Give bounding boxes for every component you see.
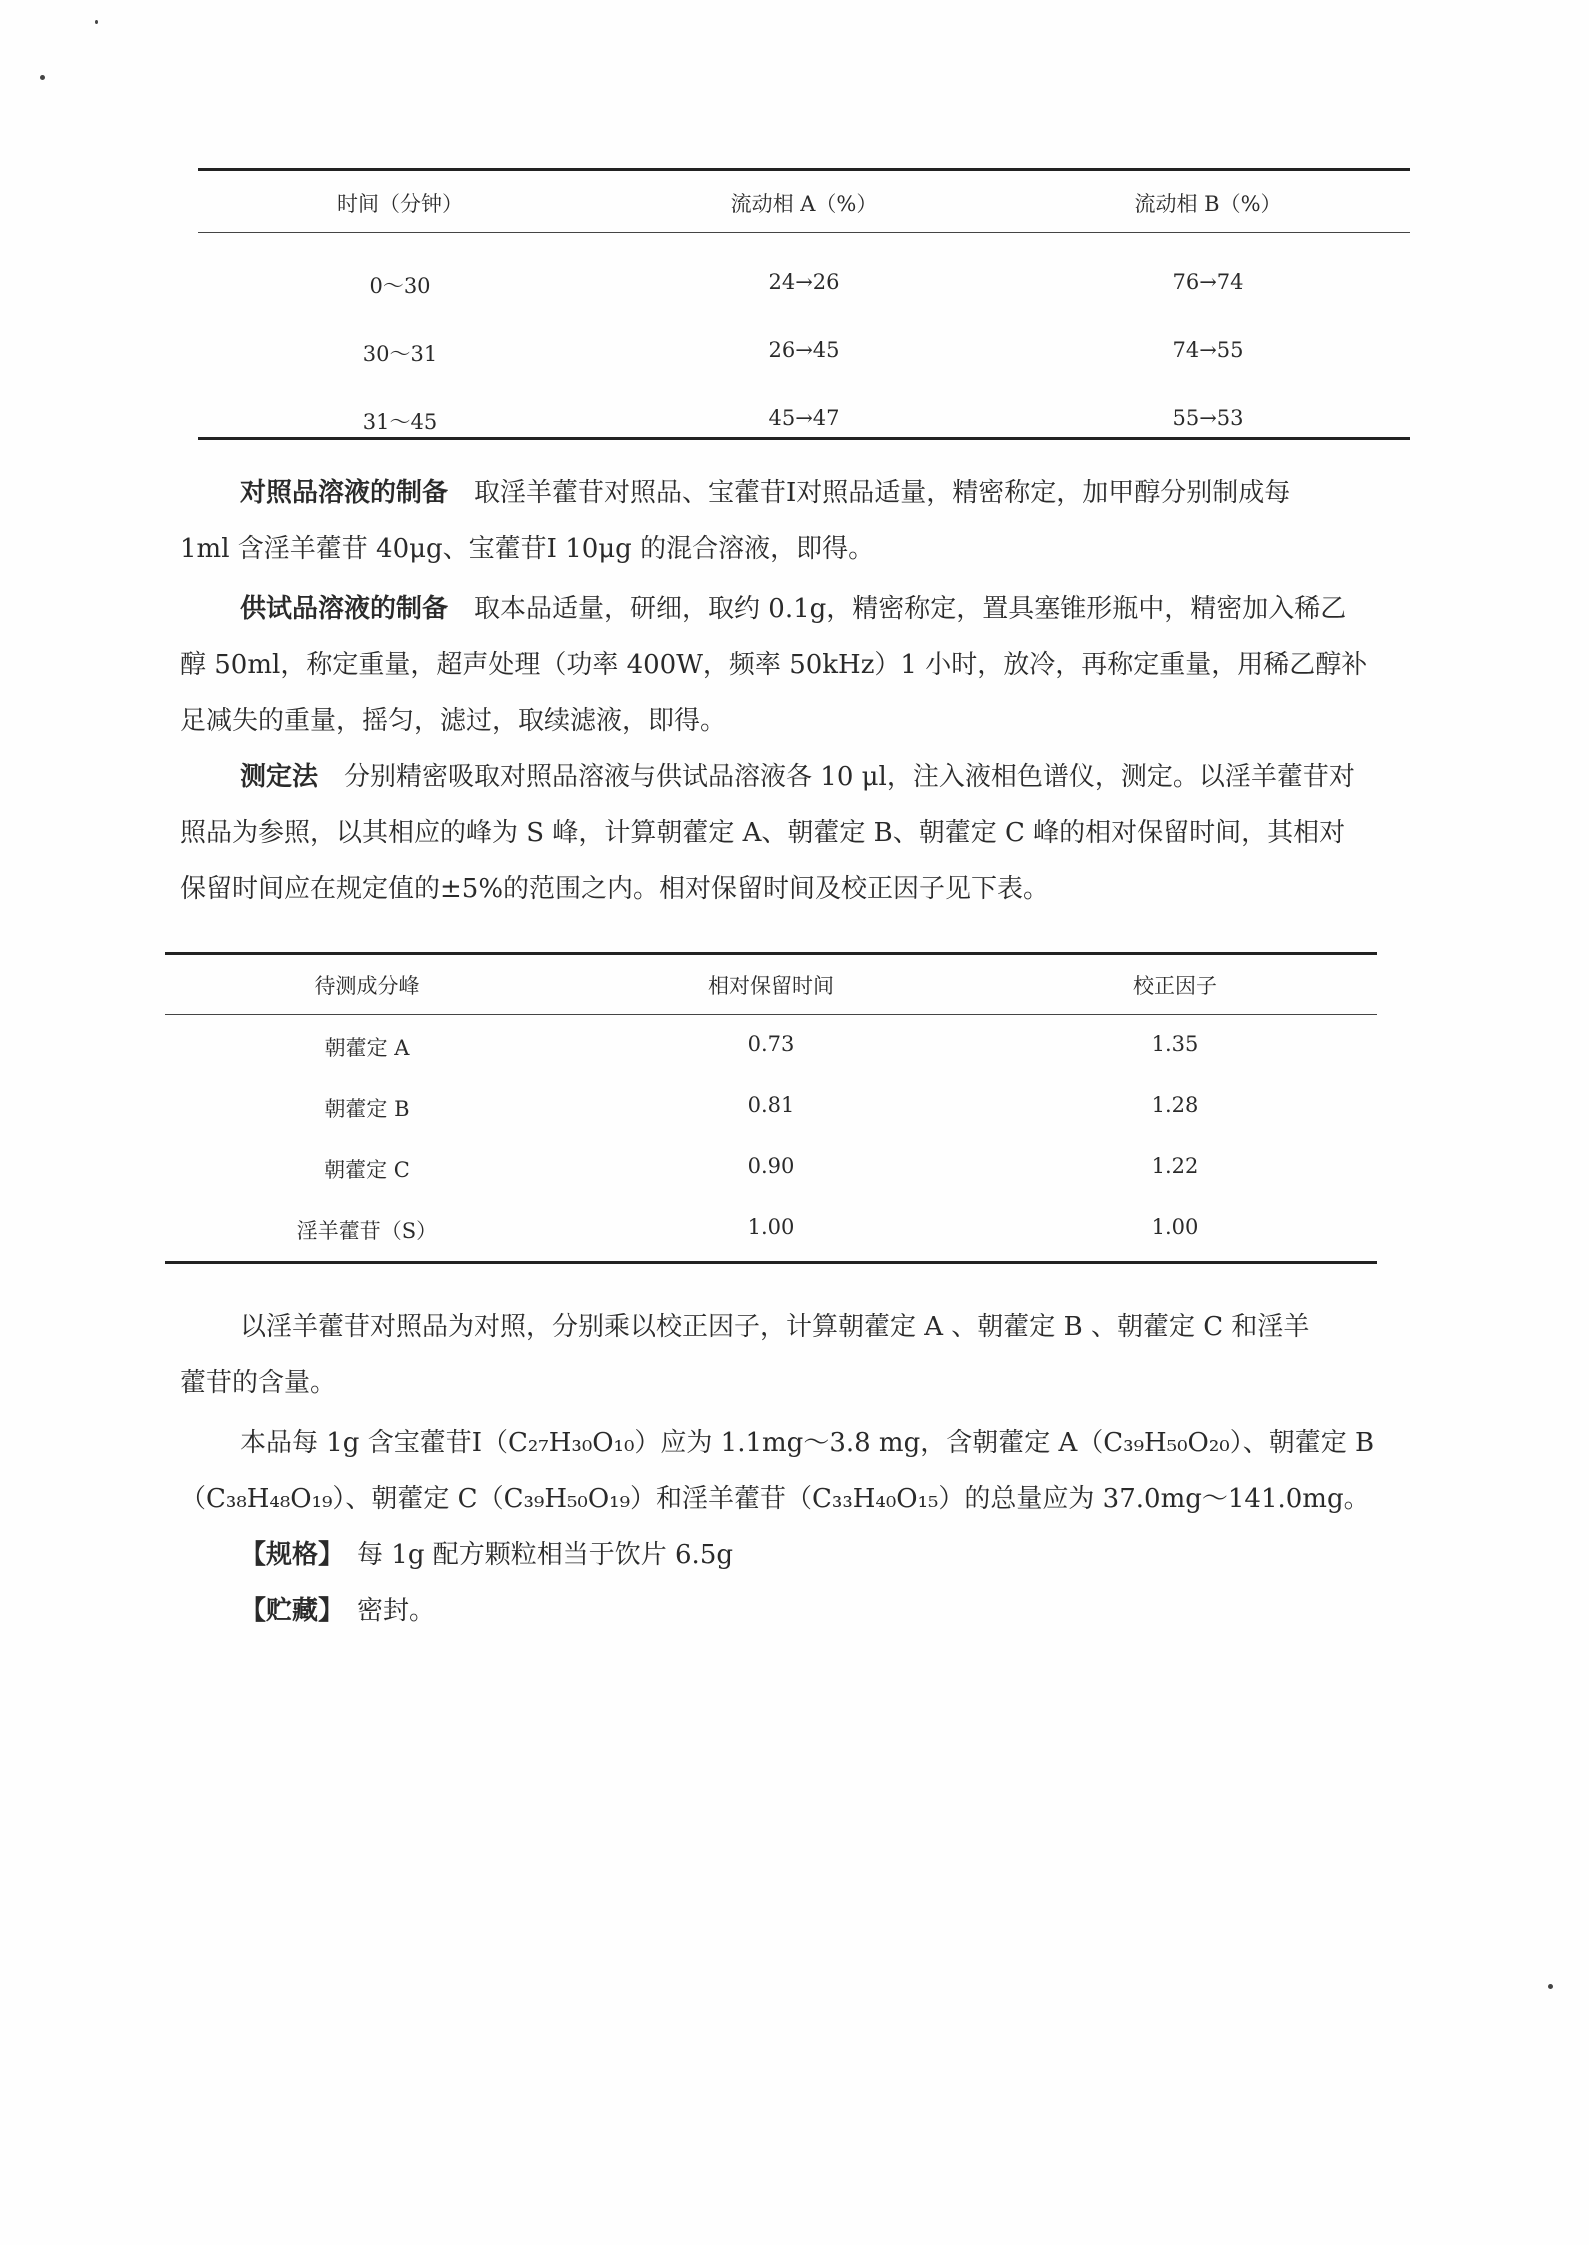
paragraph-line: 照品为参照，以其相应的峰为 S 峰，计算朝藿定 A、朝藿定 B、朝藿定 C 峰的相对保留时间，其相对 [180, 818, 1346, 848]
table-cell: 淫羊藿苷（S） [296, 1219, 438, 1243]
table-cell: 1.35 [1151, 1032, 1199, 1056]
section-title: 测定法 [240, 762, 319, 792]
paragraph-procedure [240, 756, 1355, 793]
table-header: 流动相 B（%） [1134, 192, 1282, 216]
spec-label: 【规格】 [240, 1540, 332, 1570]
paragraph-test-solution [240, 588, 1346, 625]
correction-factor-table [165, 952, 1377, 1268]
paragraph-line: （C₃₈H₄₈O₁₉）、朝藿定 C（C₃₉H₅₀O₁₉）和淫羊藿苷（C₃₃H₄₀O₁₅）的总量应为 37.0mg～141.0mg。 [180, 1484, 1370, 1514]
table-top-rule [165, 952, 1377, 955]
table-header: 待测成分峰 [314, 974, 420, 998]
paragraph-line: 醇 50ml，称定重量，超声处理（功率 400W，频率 50kHz）1 小时，放冷，再称定重量，用稀乙醇补 [180, 650, 1368, 680]
table-top-rule [198, 168, 1410, 171]
paragraph-line: 1ml 含淫羊藿苷 40μg、宝藿苷Ⅰ 10μg 的混合溶液，即得。 [180, 534, 875, 564]
table-cell: 26→45 [768, 338, 840, 362]
storage-text: 密封。 [357, 1596, 436, 1626]
table-bottom-rule [165, 1261, 1377, 1264]
section-title: 对照品溶液的制备 [240, 478, 449, 508]
table-cell: 45→47 [768, 406, 840, 430]
table-cell: 朝藿定 B [324, 1097, 410, 1121]
table-cell: 55→53 [1172, 406, 1244, 430]
scan-speck [95, 20, 98, 24]
table-cell: 朝藿定 C [324, 1158, 410, 1182]
table-cell: 1.00 [747, 1215, 795, 1239]
paragraph-text: 取本品适量，研细，取约 0.1g，精密称定，置具塞锥形瓶中，精密加入稀乙 [474, 594, 1347, 624]
paragraph-line: 藿苷的含量。 [180, 1368, 337, 1398]
table-cell: 朝藿定 A [324, 1036, 410, 1060]
table-header: 流动相 A（%） [730, 192, 878, 216]
section-title: 供试品溶液的制备 [240, 594, 449, 624]
specification [240, 1534, 733, 1571]
table-header: 相对保留时间 [708, 974, 834, 998]
storage-label: 【贮藏】 [240, 1596, 332, 1626]
table-cell: 74→55 [1172, 338, 1244, 362]
paragraph-line: 足减失的重量，摇匀，滤过，取续滤液，即得。 [180, 706, 727, 736]
paragraph-text: 分别精密吸取对照品溶液与供试品溶液各 10 μl，注入液相色谱仪，测定。以淫羊藿苷对 [344, 762, 1355, 792]
paragraph-line: 保留时间应在规定值的±5%的范围之内。相对保留时间及校正因子见下表。 [180, 874, 1050, 904]
gradient-table [198, 168, 1410, 440]
table-header: 校正因子 [1133, 974, 1217, 998]
table-bottom-rule [198, 437, 1410, 440]
table-header: 时间（分钟） [337, 192, 463, 216]
table-cell: 0.90 [747, 1154, 795, 1178]
paragraph-reference-solution [240, 472, 1290, 509]
table-cell: 0～30 [369, 274, 431, 298]
table-cell: 0.81 [747, 1093, 795, 1117]
table-header-rule [198, 232, 1410, 233]
table-cell: 31～45 [362, 410, 438, 434]
table-cell: 76→74 [1172, 270, 1244, 294]
table-cell: 1.22 [1151, 1154, 1199, 1178]
spec-text: 每 1g 配方颗粒相当于饮片 6.5g [357, 1540, 734, 1570]
paragraph-content-limit: 本品每 1g 含宝藿苷Ⅰ（C₂₇H₃₀O₁₀）应为 1.1mg～3.8 mg，含朝藿定 A（C₃₉H₅₀O₂₀）、朝藿定 B [240, 1428, 1375, 1458]
table-header-rule [165, 1014, 1377, 1015]
table-cell: 0.73 [747, 1032, 795, 1056]
table-cell: 24→26 [768, 270, 840, 294]
table-cell: 1.28 [1151, 1093, 1199, 1117]
scan-speck [40, 75, 45, 80]
paragraph-text: 取淫羊藿苷对照品、宝藿苷Ⅰ对照品适量，精密称定，加甲醇分别制成每 [474, 478, 1291, 508]
paragraph-calculation: 以淫羊藿苷对照品为对照，分别乘以校正因子，计算朝藿定 A 、朝藿定 B 、朝藿定 C 和淫羊 [240, 1312, 1310, 1342]
table-cell: 30～31 [362, 342, 438, 366]
scan-speck [1548, 1984, 1553, 1989]
table-cell: 1.00 [1151, 1215, 1199, 1239]
storage [240, 1590, 435, 1627]
